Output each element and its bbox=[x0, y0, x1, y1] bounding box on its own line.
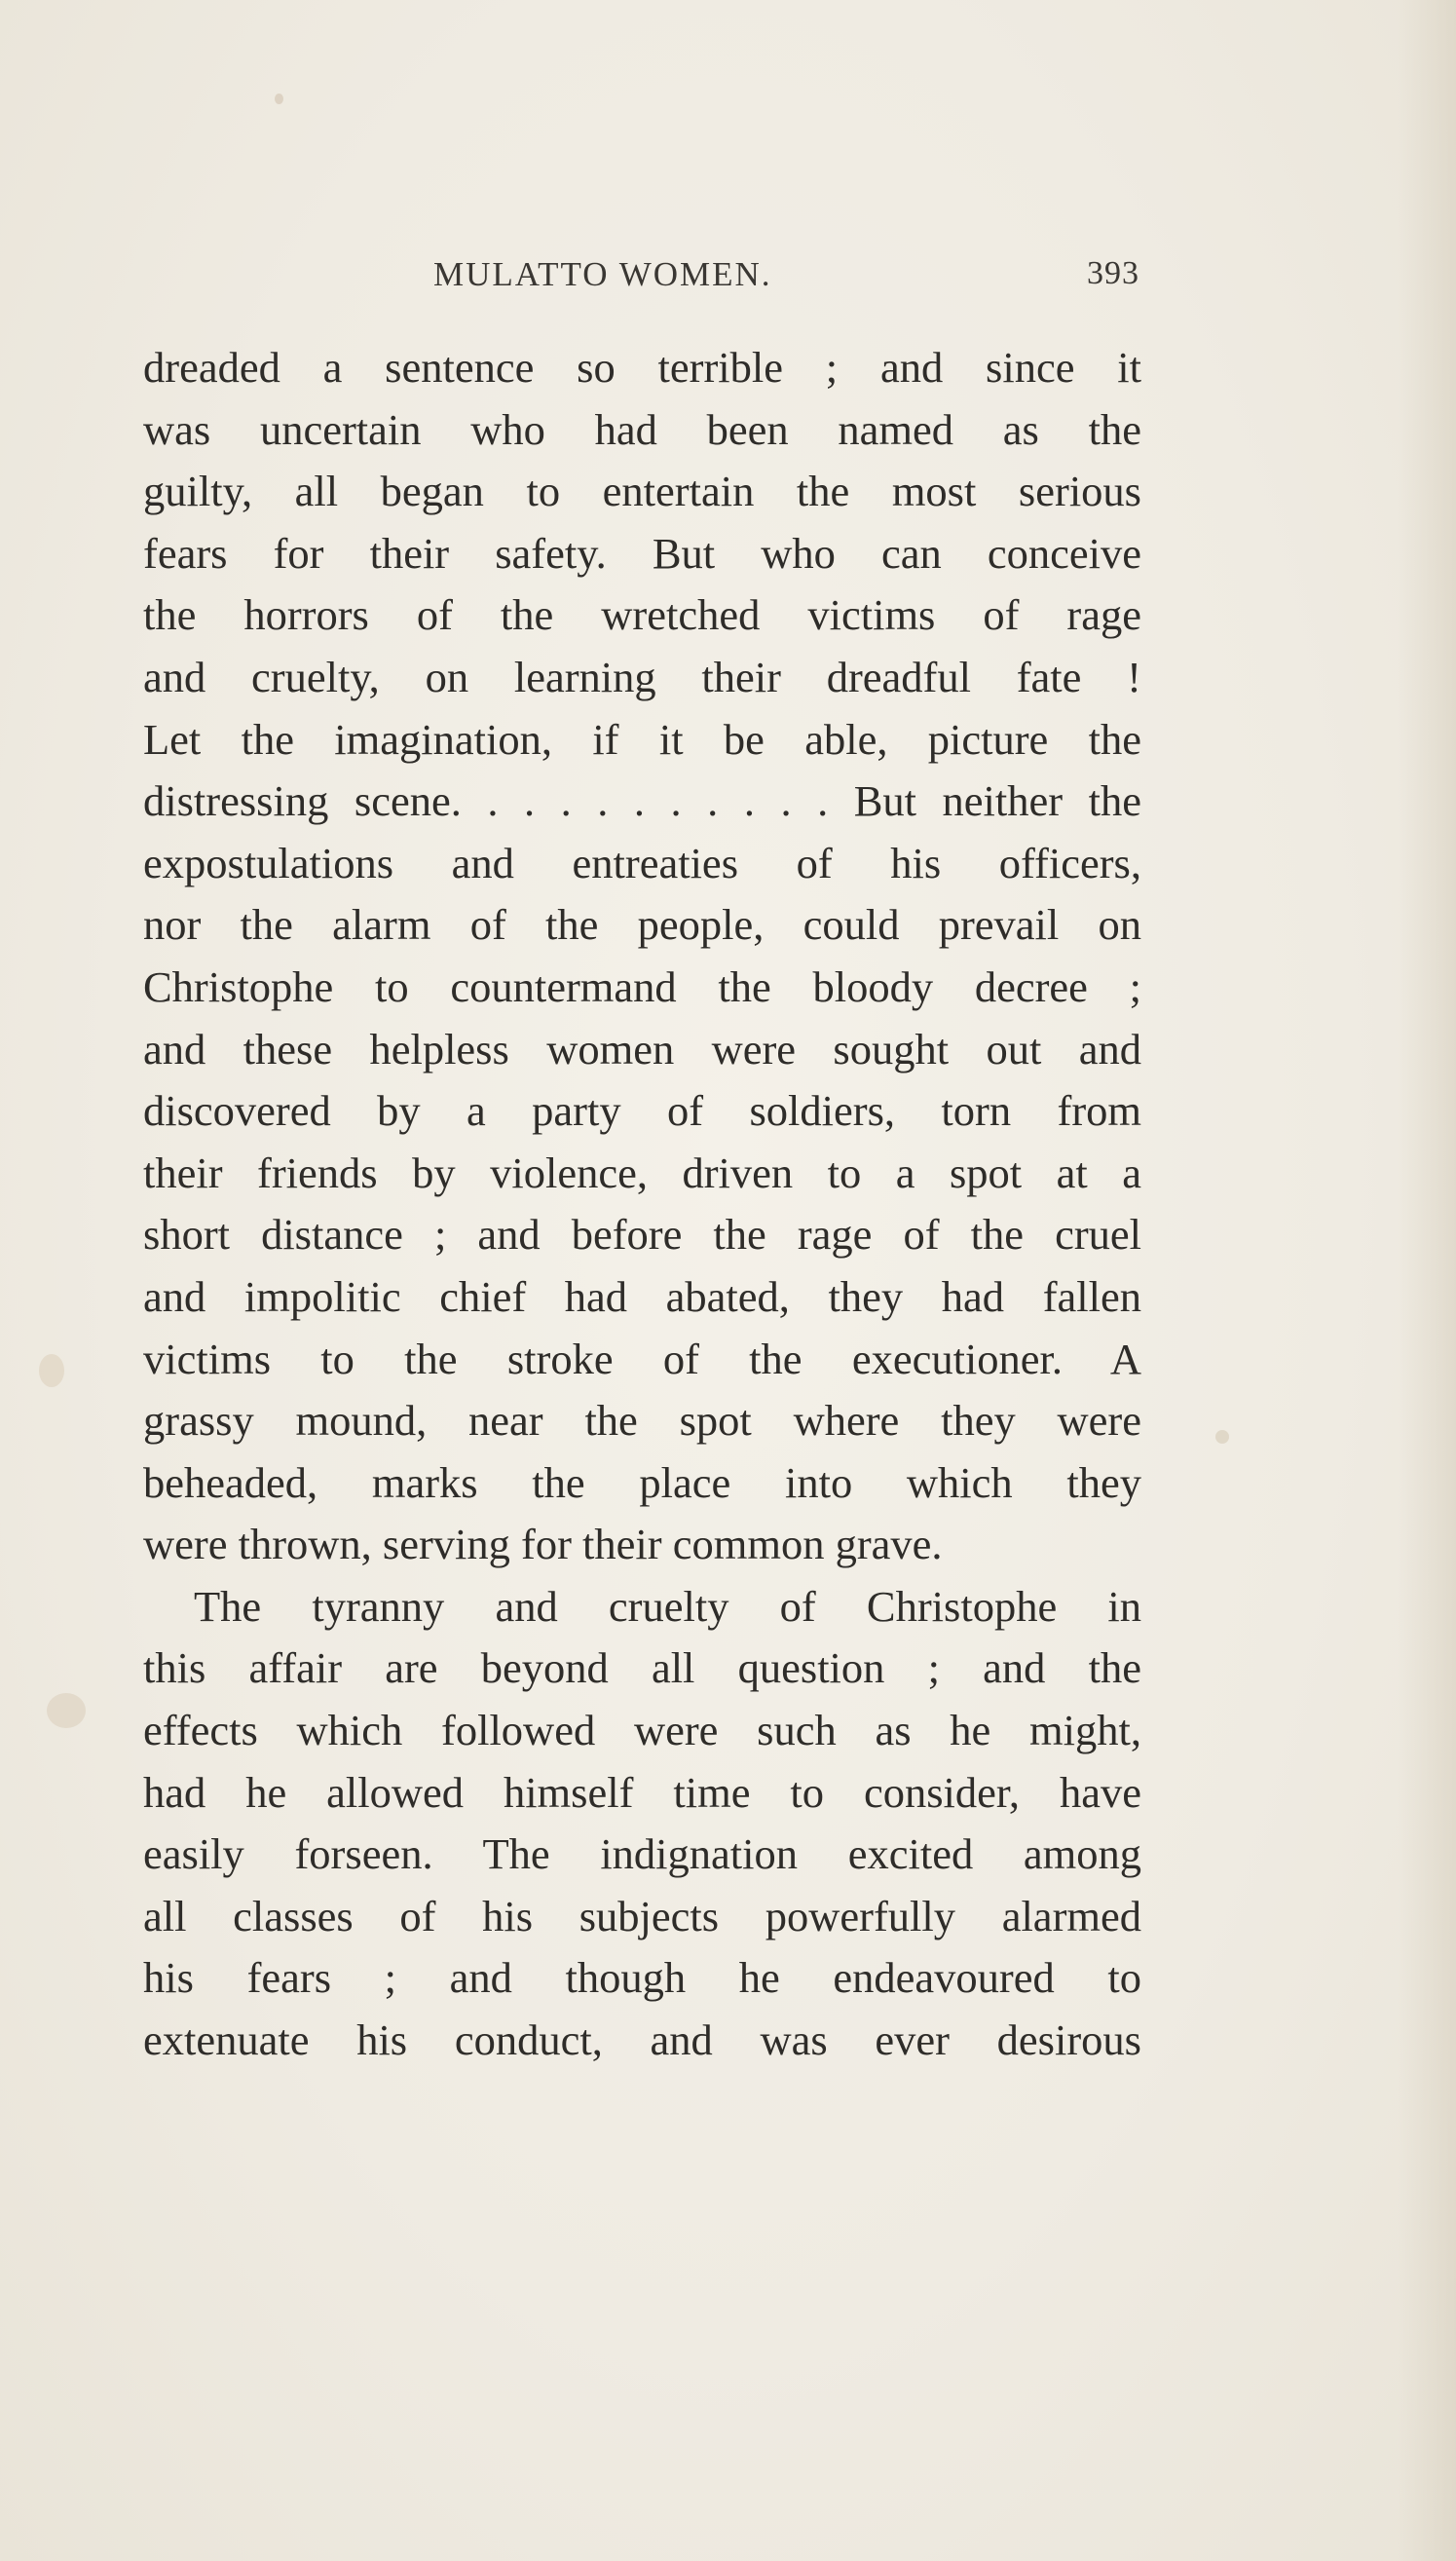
text-line: all classes of his subjects powerfully alarmed bbox=[143, 1891, 1141, 1940]
text-line: his fears ; and though he endeavoured to bbox=[143, 1953, 1141, 2003]
foxing-spot bbox=[1215, 1430, 1229, 1444]
text-line: short distance ; and before the rage of the cruel bbox=[143, 1210, 1141, 1260]
text-line: Let the imagination, if it be able, picture the bbox=[143, 714, 1141, 764]
text-line: their friends by violence, driven to a spot at a bbox=[143, 1148, 1141, 1197]
text-line: fears for their safety. But who can conceive bbox=[143, 528, 1141, 578]
text-line: and cruelty, on learning their dreadful fate ! bbox=[143, 652, 1141, 701]
text-line: dreaded a sentence so terrible ; and since it bbox=[143, 343, 1141, 392]
page-header bbox=[433, 255, 1139, 314]
text-line: Christophe to countermand the bloody decree ; bbox=[143, 961, 1141, 1011]
running-title: MULATTO WOMEN. bbox=[433, 255, 772, 293]
text-line: expostulations and entreaties of his officers, bbox=[143, 838, 1141, 887]
text-line: was uncertain who had been named as the bbox=[143, 404, 1141, 454]
text-line: effects which followed were such as he might, bbox=[143, 1706, 1141, 1755]
text-line: and impolitic chief had abated, they had fallen bbox=[143, 1271, 1141, 1321]
text-line: distressing scene. . . . . . . . . . . But neither the bbox=[143, 776, 1141, 826]
paragraph-start-line: The tyranny and cruelty of Christophe in bbox=[194, 1581, 1141, 1631]
text-line: guilty, all began to entertain the most serious bbox=[143, 467, 1141, 516]
text-line: beheaded, marks the place into which they bbox=[143, 1457, 1141, 1507]
text-line: the horrors of the wretched victims of rage bbox=[143, 590, 1141, 640]
foxing-spot bbox=[39, 1354, 64, 1387]
text-line: extenuate his conduct, and was ever desirous bbox=[143, 2015, 1141, 2065]
text-line: nor the alarm of the people, could prevail on bbox=[143, 900, 1141, 950]
text-line: discovered by a party of soldiers, torn from bbox=[143, 1086, 1141, 1136]
text-line: this affair are beyond all question ; and the bbox=[143, 1643, 1141, 1693]
text-line: were thrown, serving for their common grave. bbox=[143, 1520, 943, 1569]
text-line: and these helpless women were sought out and bbox=[143, 1024, 1141, 1073]
page-number: 393 bbox=[1087, 255, 1139, 291]
page-edge-shadow bbox=[1398, 0, 1456, 2561]
text-line: victims to the stroke of the executioner. A bbox=[143, 1334, 1141, 1383]
foxing-spot bbox=[47, 1693, 86, 1728]
text-line: had he allowed himself time to consider, have bbox=[143, 1767, 1141, 1817]
text-line: easily forseen. The indignation excited among bbox=[143, 1829, 1141, 1879]
text-line: grassy mound, near the spot where they were bbox=[143, 1396, 1141, 1446]
foxing-spot bbox=[275, 94, 283, 104]
body-text bbox=[143, 337, 1141, 2072]
